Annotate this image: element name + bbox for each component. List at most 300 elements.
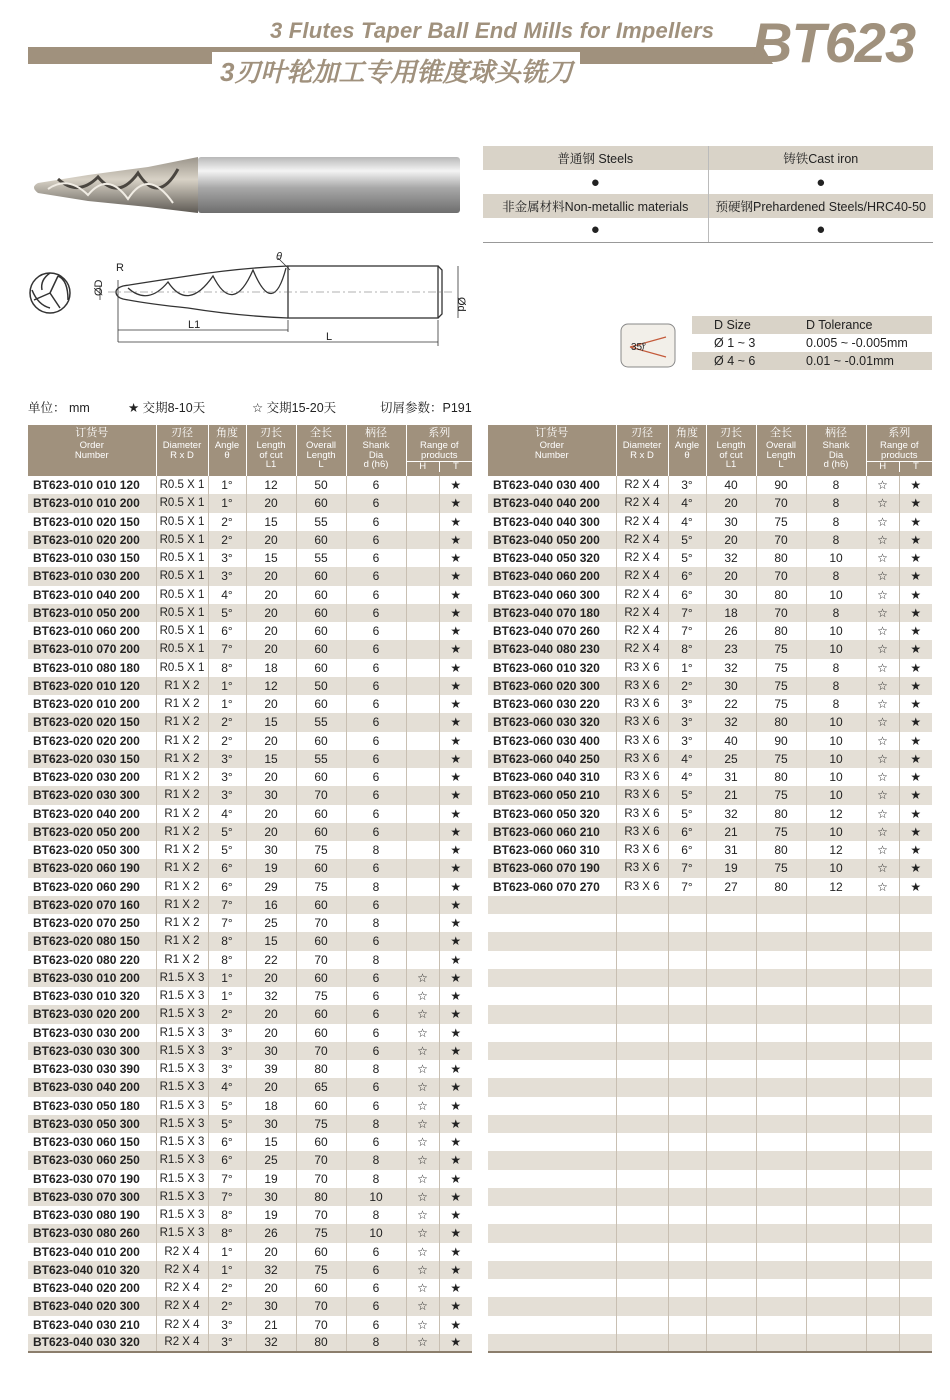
table-row [488, 695, 932, 713]
table-cell: R1 X 2 [156, 841, 208, 859]
table-cell [706, 896, 756, 914]
table-cell [668, 987, 706, 1005]
table-cell: ★ [439, 1060, 472, 1078]
table-cell [756, 1224, 806, 1242]
table-cell: 3° [668, 695, 706, 713]
table-cell [866, 1005, 899, 1023]
table-cell: BT623-060 040 310 [488, 768, 616, 786]
table-cell [706, 987, 756, 1005]
table-cell [706, 951, 756, 969]
table-row [488, 1078, 932, 1096]
table-cell: ☆ [866, 494, 899, 512]
table-cell: 50 [296, 476, 346, 494]
table-cell: 8 [806, 494, 866, 512]
table-row [488, 859, 932, 877]
table-row [28, 677, 472, 695]
table-cell: 2° [208, 732, 246, 750]
col-header-text: Length [306, 449, 336, 461]
table-cell: 60 [296, 695, 346, 713]
col-header-text: products [421, 449, 458, 461]
table-cell: ★ [439, 1078, 472, 1096]
shank-diameter-label: Ød [455, 297, 467, 312]
table-cell: 60 [296, 859, 346, 877]
table-cell: 75 [756, 786, 806, 804]
table-cell [899, 1188, 932, 1206]
table-cell: ☆ [866, 549, 899, 567]
table-cell: R1 X 2 [156, 750, 208, 768]
table-cell [899, 1042, 932, 1060]
table-cell: ★ [439, 987, 472, 1005]
table-cell: BT623-040 080 230 [488, 640, 616, 658]
table-cell: 70 [296, 914, 346, 932]
table-cell [616, 1151, 668, 1169]
table-cell: 55 [296, 713, 346, 731]
angle-label: θ [276, 251, 282, 263]
table-cell [899, 1243, 932, 1261]
cutting-params-note: 切屑参数：P191 [380, 401, 472, 415]
table-cell [406, 951, 439, 969]
table-cell: 70 [296, 951, 346, 969]
table-cell [616, 1060, 668, 1078]
fast-delivery-note: ★ 交期8-10天 [128, 401, 206, 415]
table-cell: 18 [246, 659, 296, 677]
table-cell [706, 1115, 756, 1133]
table-cell: 10 [806, 786, 866, 804]
table-cell [706, 1170, 756, 1188]
table-cell: 20 [246, 640, 296, 658]
table-cell: 10 [806, 768, 866, 786]
table-cell [756, 1024, 806, 1042]
table-cell: ★ [899, 878, 932, 896]
table-cell [616, 896, 668, 914]
table-cell: ☆ [866, 732, 899, 750]
table-cell: 70 [296, 1151, 346, 1169]
table-cell: 8 [806, 604, 866, 622]
table-cell: 3° [208, 1042, 246, 1060]
table-cell: 8 [346, 1170, 406, 1188]
table-cell: ★ [899, 640, 932, 658]
table-cell: R2 X 4 [616, 604, 668, 622]
table-cell: R2 X 4 [156, 1334, 208, 1352]
col-header-range [406, 425, 472, 476]
title-chinese: 3刃叶轮加工专用锥度球头铣刀 [212, 52, 580, 89]
col-header-length-of-cut [246, 425, 296, 476]
table-cell: 10 [806, 823, 866, 841]
col-header-text: 系列 [428, 427, 451, 439]
table-cell: 6 [346, 1316, 406, 1334]
table-cell: 21 [706, 823, 756, 841]
table-cell: BT623-030 030 300 [28, 1042, 156, 1060]
table-cell [899, 1151, 932, 1169]
table-cell: BT623-020 070 250 [28, 914, 156, 932]
table-cell: 12 [246, 677, 296, 695]
table-cell: ☆ [866, 567, 899, 585]
table-cell [616, 1334, 668, 1352]
table-cell: R1 X 2 [156, 859, 208, 877]
table-cell [488, 1334, 616, 1352]
table-cell [406, 622, 439, 640]
table-cell: 75 [756, 659, 806, 677]
table-cell: 6 [346, 659, 406, 677]
table-cell [899, 951, 932, 969]
table-cell [899, 1170, 932, 1188]
table-cell: 8 [806, 659, 866, 677]
table-cell: 16 [246, 896, 296, 914]
table-cell: 6° [208, 622, 246, 640]
table-cell [756, 987, 806, 1005]
table-cell: 19 [706, 859, 756, 877]
table-cell: 8 [806, 695, 866, 713]
table-cell [406, 932, 439, 950]
table-row [28, 1188, 472, 1206]
table-cell [488, 987, 616, 1005]
table-cell [488, 969, 616, 987]
col-header-text: Length [766, 449, 796, 461]
col-header-text: Dia [828, 449, 844, 461]
table-cell: 3° [208, 567, 246, 585]
table-row [28, 841, 472, 859]
table-cell: BT623-010 040 200 [28, 586, 156, 604]
table-cell: 19 [246, 1170, 296, 1188]
table-cell [616, 969, 668, 987]
table-cell [406, 640, 439, 658]
material-steels: 普通钢 Steels [483, 146, 708, 170]
col-header-text: L [778, 459, 784, 471]
table-cell: R2 X 4 [616, 513, 668, 531]
table-row [28, 1115, 472, 1133]
table-row [28, 732, 472, 750]
table-cell: R1.5 X 3 [156, 1097, 208, 1115]
table-cell: ☆ [406, 1042, 439, 1060]
table-row [488, 951, 932, 969]
table-cell [406, 586, 439, 604]
table-cell: ★ [439, 1115, 472, 1133]
table-cell [668, 1316, 706, 1334]
table-cell [866, 1097, 899, 1115]
table-cell: BT623-060 030 400 [488, 732, 616, 750]
table-cell [706, 932, 756, 950]
table-cell: BT623-060 010 320 [488, 659, 616, 677]
table-cell: BT623-060 070 270 [488, 878, 616, 896]
table-cell: R2 X 4 [616, 640, 668, 658]
table-cell [706, 1316, 756, 1334]
table-cell: 8 [806, 677, 866, 695]
table-cell: BT623-030 040 200 [28, 1078, 156, 1096]
table-cell: R3 X 6 [616, 841, 668, 859]
table-cell: R1.5 X 3 [156, 1206, 208, 1224]
table-cell: R3 X 6 [616, 713, 668, 731]
table-cell: R0.5 X 1 [156, 476, 208, 494]
table-cell: 22 [246, 951, 296, 969]
table-cell: 8 [346, 1060, 406, 1078]
table-cell [706, 1206, 756, 1224]
table-cell: 6 [346, 476, 406, 494]
table-cell [706, 1060, 756, 1078]
table-cell: BT623-040 070 260 [488, 622, 616, 640]
table-cell: ☆ [866, 841, 899, 859]
table-cell: 20 [246, 494, 296, 512]
unit-note: 单位： mm [28, 401, 90, 415]
col-header-text: Number [74, 449, 109, 461]
table-row [488, 659, 932, 677]
table-cell: 5° [208, 1115, 246, 1133]
table-cell: 10 [346, 1224, 406, 1242]
table-cell [756, 1151, 806, 1169]
table-cell: 60 [296, 640, 346, 658]
table-cell: 90 [756, 476, 806, 494]
table-cell [406, 786, 439, 804]
table-cell: 60 [296, 823, 346, 841]
table-row [488, 1042, 932, 1060]
col-header-order-number [28, 425, 156, 476]
table-cell [899, 1005, 932, 1023]
table-cell: ★ [899, 604, 932, 622]
table-cell [756, 951, 806, 969]
table-cell: 25 [246, 914, 296, 932]
table-cell [866, 1334, 899, 1352]
table-cell: ★ [439, 932, 472, 950]
table-cell: 75 [756, 677, 806, 695]
table-cell: 6 [346, 750, 406, 768]
table-cell: 26 [246, 1224, 296, 1242]
table-cell [406, 732, 439, 750]
table-cell: ★ [439, 1024, 472, 1042]
table-cell: R2 X 4 [156, 1316, 208, 1334]
table-cell [668, 932, 706, 950]
table-cell [706, 1334, 756, 1352]
table-cell: 6 [346, 604, 406, 622]
table-row [28, 1243, 472, 1261]
table-cell: R2 X 4 [616, 586, 668, 604]
table-cell: 20 [706, 567, 756, 585]
col-header-overall-length [756, 425, 806, 476]
table-cell [899, 914, 932, 932]
table-cell [488, 1261, 616, 1279]
col-header-diameter [616, 425, 668, 476]
table-cell: R0.5 X 1 [156, 659, 208, 677]
table-cell [899, 1334, 932, 1352]
table-cell: R1 X 2 [156, 786, 208, 804]
table-cell: 75 [296, 878, 346, 896]
table-cell [488, 1078, 616, 1096]
table-cell: ★ [439, 494, 472, 512]
col-header-text: products [881, 449, 918, 461]
table-cell: ☆ [406, 1316, 439, 1334]
table-cell [756, 1188, 806, 1206]
col-header-text: 柄径 [825, 427, 847, 439]
table-cell [406, 750, 439, 768]
table-row [488, 1279, 932, 1297]
table-cell: 5° [208, 604, 246, 622]
table-row [28, 805, 472, 823]
tolerance-header-tol: D Tolerance [784, 316, 932, 334]
table-row [488, 914, 932, 932]
table-cell: ☆ [406, 1188, 439, 1206]
table-cell: ☆ [406, 1224, 439, 1242]
table-row [488, 1005, 932, 1023]
col-header-text: 柄径 [365, 427, 387, 439]
table-cell [488, 1316, 616, 1334]
table-cell: R2 X 4 [156, 1243, 208, 1261]
table-cell [488, 1151, 616, 1169]
table-cell: ☆ [866, 768, 899, 786]
table-cell: BT623-010 070 200 [28, 640, 156, 658]
table-cell [668, 1206, 706, 1224]
table-cell: BT623-060 030 220 [488, 695, 616, 713]
table-cell: ★ [439, 513, 472, 531]
table-cell: 8° [208, 659, 246, 677]
table-cell: ★ [439, 567, 472, 585]
table-cell: 60 [296, 604, 346, 622]
table-cell: 30 [246, 786, 296, 804]
table-cell: 75 [756, 859, 806, 877]
table-cell: R0.5 X 1 [156, 494, 208, 512]
table-cell: 6° [668, 586, 706, 604]
table-cell [806, 1078, 866, 1096]
table-cell: 8° [208, 1206, 246, 1224]
table-row [28, 1224, 472, 1242]
table-cell: BT623-040 010 320 [28, 1261, 156, 1279]
table-row [488, 969, 932, 987]
table-cell: 7° [208, 1188, 246, 1206]
col-header-text: 刃长 [720, 427, 742, 439]
col-header-overall-length [296, 425, 346, 476]
table-cell: 3° [208, 786, 246, 804]
cut-length-label: L1 [188, 319, 201, 331]
table-cell: ☆ [406, 1097, 439, 1115]
table-cell [668, 1078, 706, 1096]
title-english: 3 Flutes Taper Ball End Mills for Impellers [270, 18, 715, 43]
col-header-text: Shank [822, 439, 850, 451]
table-cell [706, 1188, 756, 1206]
table-row [28, 1060, 472, 1078]
col-header-h: H [879, 461, 887, 473]
table-cell [488, 1224, 616, 1242]
table-cell: R3 X 6 [616, 677, 668, 695]
table-cell [616, 1005, 668, 1023]
table-cell [616, 1206, 668, 1224]
table-row [28, 604, 472, 622]
table-cell: R1 X 2 [156, 732, 208, 750]
col-header-order-number [488, 425, 616, 476]
table-cell [668, 1188, 706, 1206]
table-cell: 75 [756, 695, 806, 713]
table-cell: 30 [246, 1297, 296, 1315]
col-header-text: Order [539, 439, 564, 451]
table-cell [406, 531, 439, 549]
table-cell: 31 [706, 768, 756, 786]
table-cell: R3 X 6 [616, 659, 668, 677]
table-cell: 25 [706, 750, 756, 768]
table-row [488, 640, 932, 658]
table-cell: R2 X 4 [156, 1261, 208, 1279]
table-cell: 20 [246, 732, 296, 750]
table-cell: 8 [346, 1206, 406, 1224]
table-cell: BT623-060 050 210 [488, 786, 616, 804]
table-cell: R1 X 2 [156, 823, 208, 841]
table-cell [406, 494, 439, 512]
table-cell: ★ [439, 1133, 472, 1151]
table-cell: ☆ [406, 1261, 439, 1279]
table-row [488, 768, 932, 786]
table-cell [488, 1042, 616, 1060]
table-cell [616, 1316, 668, 1334]
table-cell: 80 [296, 1188, 346, 1206]
table-cell: BT623-040 060 300 [488, 586, 616, 604]
table-cell [616, 1224, 668, 1242]
table-cell: 6° [668, 823, 706, 841]
table-cell: ☆ [866, 622, 899, 640]
table-cell: ★ [899, 531, 932, 549]
table-cell [756, 1279, 806, 1297]
table-cell: ☆ [866, 695, 899, 713]
table-cell [668, 1279, 706, 1297]
table-cell: ★ [439, 768, 472, 786]
col-header-text: Length [256, 439, 286, 451]
table-cell [406, 695, 439, 713]
table-cell: BT623-020 010 200 [28, 695, 156, 713]
table-cell: BT623-040 010 200 [28, 1243, 156, 1261]
table-cell: 80 [756, 768, 806, 786]
table-cell: 12 [806, 805, 866, 823]
table-cell: 70 [756, 531, 806, 549]
table-cell: BT623-020 050 200 [28, 823, 156, 841]
table-cell [616, 987, 668, 1005]
table-cell: ☆ [406, 1078, 439, 1096]
table-cell: 2° [208, 1005, 246, 1023]
table-cell [616, 1261, 668, 1279]
table-cell: 2° [208, 713, 246, 731]
table-cell: R1.5 X 3 [156, 969, 208, 987]
table-cell [406, 513, 439, 531]
table-cell: 60 [296, 531, 346, 549]
table-cell: 5° [208, 1097, 246, 1115]
table-cell: ★ [899, 805, 932, 823]
table-row [488, 622, 932, 640]
table-cell: 80 [756, 841, 806, 859]
table-cell: 12 [246, 476, 296, 494]
table-cell: BT623-020 040 200 [28, 805, 156, 823]
table-cell: BT623-020 020 150 [28, 713, 156, 731]
table-cell: R1 X 2 [156, 932, 208, 950]
table-cell: 32 [706, 805, 756, 823]
col-header-text: 订货号 [535, 427, 569, 439]
table-cell: 20 [706, 494, 756, 512]
col-header-t: T [439, 462, 472, 472]
table-cell: ★ [899, 786, 932, 804]
table-row [488, 1334, 932, 1352]
table-cell [706, 1261, 756, 1279]
table-cell: ★ [439, 659, 472, 677]
table-cell: BT623-010 050 200 [28, 604, 156, 622]
table-cell: R3 X 6 [616, 786, 668, 804]
table-cell: BT623-020 030 200 [28, 768, 156, 786]
table-cell: ★ [899, 732, 932, 750]
table-cell: 6 [346, 1261, 406, 1279]
col-header-text: Dia [368, 449, 384, 461]
table-cell: BT623-020 010 120 [28, 677, 156, 695]
table-cell: ★ [439, 1170, 472, 1188]
table-cell: 6 [346, 549, 406, 567]
table-cell: 21 [706, 786, 756, 804]
table-row [488, 1024, 932, 1042]
table-cell: 6° [208, 1133, 246, 1151]
table-cell: BT623-040 020 300 [28, 1297, 156, 1315]
table-cell: 60 [296, 732, 346, 750]
table-cell: BT623-060 070 190 [488, 859, 616, 877]
table-cell: 30 [246, 1042, 296, 1060]
slow-delivery-note: ☆ 交期15-20天 [252, 401, 337, 415]
